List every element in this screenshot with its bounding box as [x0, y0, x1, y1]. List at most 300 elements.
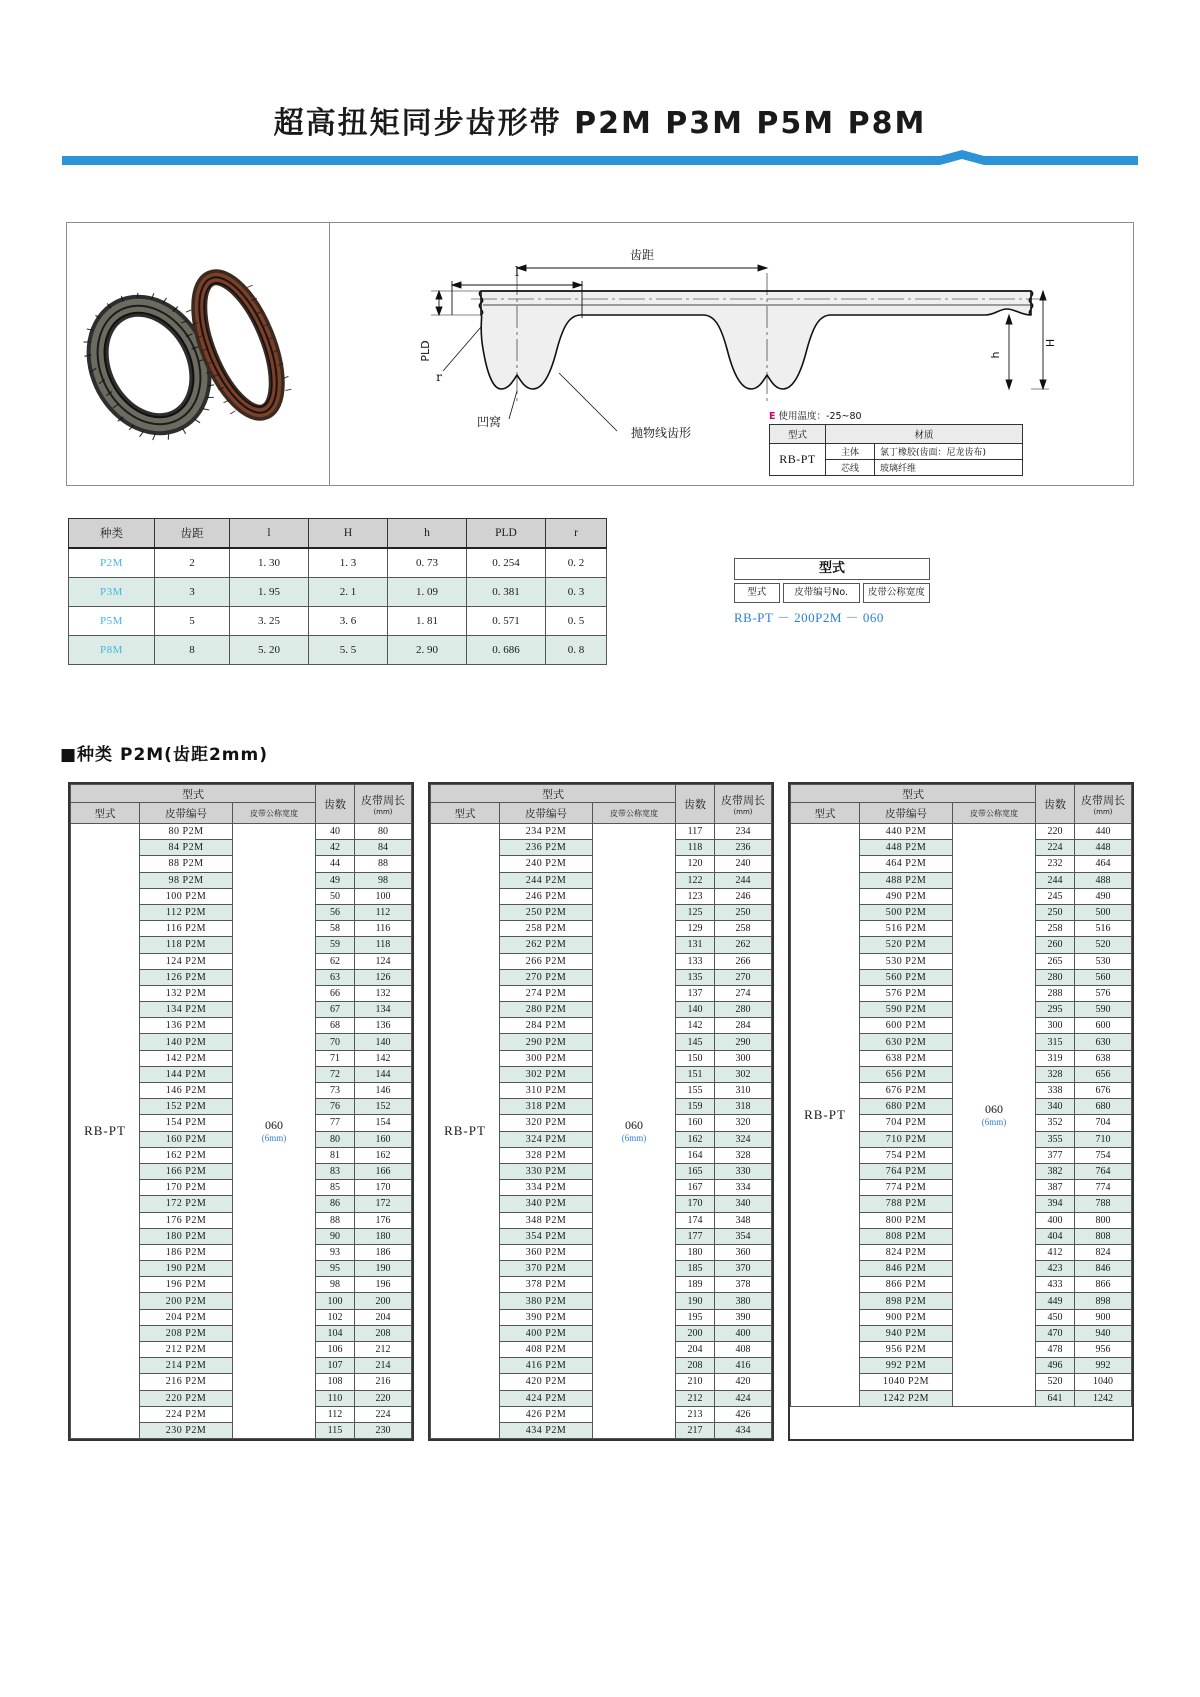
belt-length: 220: [355, 1390, 412, 1406]
belt-length: 162: [355, 1147, 412, 1163]
operating-temperature: [769, 408, 1023, 422]
belt-teeth: 387: [1036, 1180, 1075, 1196]
belt-number: 100 P2M: [140, 888, 233, 904]
belt-number: 440 P2M: [860, 824, 953, 840]
belt-length: 448: [1075, 840, 1132, 856]
belt-number: 266 P2M: [500, 953, 593, 969]
page-title: 超高扭矩同步齿形带 P2M P3M P5M P8M: [273, 106, 927, 141]
spec-kind: P3M: [69, 578, 155, 607]
belt-col-length-unit: (mm): [733, 808, 753, 816]
belt-number: 208 P2M: [140, 1325, 233, 1341]
belt-length: 80: [355, 824, 412, 840]
belt-teeth: 433: [1036, 1277, 1075, 1293]
belt-teeth: 49: [316, 872, 355, 888]
belt-teeth: 125: [676, 904, 715, 920]
diagram-label-pitch: 齿距: [629, 248, 655, 262]
belt-teeth: 56: [316, 904, 355, 920]
belt-number: 520 P2M: [860, 937, 953, 953]
belt-length: 764: [1075, 1163, 1132, 1179]
belt-length: 302: [715, 1066, 772, 1082]
belt-teeth: 213: [676, 1406, 715, 1422]
belt-length: 234: [715, 824, 772, 840]
belt-teeth: 102: [316, 1309, 355, 1325]
belt-length: 530: [1075, 953, 1132, 969]
belt-length: 710: [1075, 1131, 1132, 1147]
belt-number: 774 P2M: [860, 1180, 953, 1196]
belt-length: 754: [1075, 1147, 1132, 1163]
belt-teeth: 377: [1036, 1147, 1075, 1163]
material-part-label: 主体: [825, 444, 874, 460]
belt-teeth: 315: [1036, 1034, 1075, 1050]
belt-length: 516: [1075, 921, 1132, 937]
spec-kind: P2M: [69, 548, 155, 578]
belt-teeth: 340: [1036, 1099, 1075, 1115]
belt-length: 136: [355, 1018, 412, 1034]
table-row: [69, 607, 607, 636]
belt-teeth: 423: [1036, 1261, 1075, 1277]
spec-H: 2. 1: [309, 578, 388, 607]
spec-r: 0. 5: [546, 607, 607, 636]
belt-length: 152: [355, 1099, 412, 1115]
belt-number: 162 P2M: [140, 1147, 233, 1163]
belt-teeth: 164: [676, 1147, 715, 1163]
belt-number: 116 P2M: [140, 921, 233, 937]
belt-col-length: 皮带周长 (mm): [355, 785, 412, 824]
belt-number: 656 P2M: [860, 1066, 953, 1082]
belt-length: 940: [1075, 1325, 1132, 1341]
belt-teeth: 106: [316, 1342, 355, 1358]
belt-teeth: 641: [1036, 1390, 1075, 1406]
spec-H: 1. 3: [309, 548, 388, 578]
belt-number: 240 P2M: [500, 856, 593, 872]
belt-length: 426: [715, 1406, 772, 1422]
belt-number: 956 P2M: [860, 1342, 953, 1358]
belt-number: 270 P2M: [500, 969, 593, 985]
belt-col-type: 型式: [431, 803, 500, 824]
material-part-label: 芯线: [825, 460, 874, 476]
belt-tables-container: [68, 782, 1134, 1441]
belt-width: 060 (6mm): [233, 824, 316, 1439]
belt-number: 1040 P2M: [860, 1374, 953, 1390]
temperature-mark: E: [769, 411, 776, 422]
belt-model: RB-PT: [71, 824, 140, 1439]
title-underline-bar: [62, 150, 1138, 166]
belt-number: 800 P2M: [860, 1212, 953, 1228]
spec-l: 3. 25: [230, 607, 309, 636]
belt-length: 262: [715, 937, 772, 953]
belt-length: 704: [1075, 1115, 1132, 1131]
belt-number: 146 P2M: [140, 1083, 233, 1099]
spec-r: 0. 8: [546, 636, 607, 665]
table-row: [431, 824, 772, 840]
belt-number: 176 P2M: [140, 1212, 233, 1228]
spec-kind: P8M: [69, 636, 155, 665]
belt-teeth: 142: [676, 1018, 715, 1034]
belt-number: 300 P2M: [500, 1050, 593, 1066]
belt-teeth: 260: [1036, 937, 1075, 953]
belt-number: 866 P2M: [860, 1277, 953, 1293]
belt-length: 340: [715, 1196, 772, 1212]
belt-number: 516 P2M: [860, 921, 953, 937]
belt-length: 100: [355, 888, 412, 904]
belt-length: 630: [1075, 1034, 1132, 1050]
belt-teeth: 177: [676, 1228, 715, 1244]
belt-number: 246 P2M: [500, 888, 593, 904]
belt-number: 320 P2M: [500, 1115, 593, 1131]
belt-length: 846: [1075, 1261, 1132, 1277]
belt-teeth: 217: [676, 1422, 715, 1438]
belt-length: 176: [355, 1212, 412, 1228]
belt-teeth: 400: [1036, 1212, 1075, 1228]
belt-number: 900 P2M: [860, 1309, 953, 1325]
belt-length: 956: [1075, 1342, 1132, 1358]
belt-teeth: 355: [1036, 1131, 1075, 1147]
belt-teeth: 265: [1036, 953, 1075, 969]
belt-number: 290 P2M: [500, 1034, 593, 1050]
belt-col-width: 皮带公称宽度: [593, 803, 676, 824]
belt-number: 112 P2M: [140, 904, 233, 920]
product-photo: [71, 227, 325, 483]
belt-teeth: 245: [1036, 888, 1075, 904]
belt-number: 340 P2M: [500, 1196, 593, 1212]
belt-teeth: 131: [676, 937, 715, 953]
belt-model: RB-PT: [431, 824, 500, 1439]
belt-number: 448 P2M: [860, 840, 953, 856]
belt-teeth: 244: [1036, 872, 1075, 888]
belt-length: 800: [1075, 1212, 1132, 1228]
belt-length: 240: [715, 856, 772, 872]
belt-number: 324 P2M: [500, 1131, 593, 1147]
belt-length: 434: [715, 1422, 772, 1438]
belt-number: 220 P2M: [140, 1390, 233, 1406]
material-part-value: 玻璃纤维: [874, 460, 1022, 476]
material-row: [770, 444, 1023, 460]
belt-teeth: 450: [1036, 1309, 1075, 1325]
belt-teeth: 328: [1036, 1066, 1075, 1082]
belt-number: 142 P2M: [140, 1050, 233, 1066]
belt-number: 378 P2M: [500, 1277, 593, 1293]
belt-col-group-type: 型式: [71, 785, 316, 803]
belt-col-length-unit: (mm): [373, 808, 393, 816]
belt-number: 560 P2M: [860, 969, 953, 985]
belt-length: 270: [715, 969, 772, 985]
belt-teeth: 224: [1036, 840, 1075, 856]
belt-col-width: 皮带公称宽度: [233, 803, 316, 824]
model-code-cells: [734, 583, 930, 603]
belt-number: 704 P2M: [860, 1115, 953, 1131]
belt-table-wrapper-2: [428, 782, 774, 1441]
belt-length: 88: [355, 856, 412, 872]
belt-number: 1242 P2M: [860, 1390, 953, 1406]
temperature-text: 使用温度：-25~80: [778, 411, 862, 422]
belt-teeth: 112: [316, 1406, 355, 1422]
belt-number: 170 P2M: [140, 1180, 233, 1196]
belt-length: 1040: [1075, 1374, 1132, 1390]
belt-length: 328: [715, 1147, 772, 1163]
belt-teeth: 40: [316, 824, 355, 840]
belt-number: 154 P2M: [140, 1115, 233, 1131]
belt-table-wrapper-3: [788, 782, 1134, 1441]
belt-teeth: 319: [1036, 1050, 1075, 1066]
belt-teeth: 98: [316, 1277, 355, 1293]
belt-number: 600 P2M: [860, 1018, 953, 1034]
belt-length: 170: [355, 1180, 412, 1196]
belt-teeth: 76: [316, 1099, 355, 1115]
belt-length: 400: [715, 1325, 772, 1341]
spec-pitch: 5: [155, 607, 230, 636]
belt-teeth: 145: [676, 1034, 715, 1050]
belt-length: 290: [715, 1034, 772, 1050]
belt-length: 208: [355, 1325, 412, 1341]
diagram-label-H: H: [1044, 338, 1057, 348]
belt-length: 440: [1075, 824, 1132, 840]
belt-table: [430, 784, 772, 1439]
model-code-legend: [734, 558, 930, 626]
spec-h: 1. 81: [388, 607, 467, 636]
belt-length: 866: [1075, 1277, 1132, 1293]
belt-width: 060 (6mm): [953, 824, 1036, 1407]
spec-pld: 0. 381: [467, 578, 546, 607]
spec-r: 0. 3: [546, 578, 607, 607]
belt-number: 328 P2M: [500, 1147, 593, 1163]
belt-number: 488 P2M: [860, 872, 953, 888]
belt-number: 134 P2M: [140, 1002, 233, 1018]
belt-number: 330 P2M: [500, 1163, 593, 1179]
belt-length: 124: [355, 953, 412, 969]
belt-length: 146: [355, 1083, 412, 1099]
table-row: [69, 548, 607, 578]
spec-l: 1. 95: [230, 578, 309, 607]
belt-number: 144 P2M: [140, 1066, 233, 1082]
belt-teeth: 135: [676, 969, 715, 985]
belt-teeth: 496: [1036, 1358, 1075, 1374]
belt-teeth: 80: [316, 1131, 355, 1147]
belt-header-row-group: [431, 785, 772, 803]
belt-number: 196 P2M: [140, 1277, 233, 1293]
belt-number: 310 P2M: [500, 1083, 593, 1099]
table-row: [791, 824, 1132, 840]
belt-length: 142: [355, 1050, 412, 1066]
belt-number: 88 P2M: [140, 856, 233, 872]
belt-length: 300: [715, 1050, 772, 1066]
belt-col-teeth: 齿数: [1036, 785, 1075, 824]
belt-number: 354 P2M: [500, 1228, 593, 1244]
belt-teeth: 90: [316, 1228, 355, 1244]
belt-teeth: 189: [676, 1277, 715, 1293]
belt-length: 154: [355, 1115, 412, 1131]
belt-number: 846 P2M: [860, 1261, 953, 1277]
belt-teeth: 59: [316, 937, 355, 953]
belt-length: 500: [1075, 904, 1132, 920]
belt-length: 134: [355, 1002, 412, 1018]
belt-number: 186 P2M: [140, 1244, 233, 1260]
material-part-value: 氯丁橡胶(齿面：尼龙齿布): [874, 444, 1022, 460]
model-code-cell-type: 型式: [734, 583, 780, 603]
belt-number: 234 P2M: [500, 824, 593, 840]
belt-number: 638 P2M: [860, 1050, 953, 1066]
belt-number: 152 P2M: [140, 1099, 233, 1115]
belt-teeth: 68: [316, 1018, 355, 1034]
belt-col-number: 皮带编号: [860, 803, 953, 824]
dimension-spec-table: [68, 518, 607, 665]
belt-teeth: 95: [316, 1261, 355, 1277]
spec-pitch: 2: [155, 548, 230, 578]
belt-length: 992: [1075, 1358, 1132, 1374]
belt-length: 318: [715, 1099, 772, 1115]
belt-teeth: 83: [316, 1163, 355, 1179]
material-col-material: 材质: [825, 425, 1022, 444]
diagram-label-pld: PLD: [419, 340, 432, 362]
belt-model: RB-PT: [791, 824, 860, 1407]
belt-teeth: 137: [676, 985, 715, 1001]
belt-number: 244 P2M: [500, 872, 593, 888]
belt-teeth: 104: [316, 1325, 355, 1341]
belt-number: 212 P2M: [140, 1342, 233, 1358]
belt-length: 190: [355, 1261, 412, 1277]
belt-number: 500 P2M: [860, 904, 953, 920]
belt-teeth: 160: [676, 1115, 715, 1131]
model-code-cell-width: 皮带公称宽度: [863, 583, 930, 603]
belt-number: 530 P2M: [860, 953, 953, 969]
belt-length: 200: [355, 1293, 412, 1309]
belt-number: 236 P2M: [500, 840, 593, 856]
belt-teeth: 520: [1036, 1374, 1075, 1390]
table-row: [69, 636, 607, 665]
belt-teeth: 250: [1036, 904, 1075, 920]
belt-length: 266: [715, 953, 772, 969]
belt-number: 408 P2M: [500, 1342, 593, 1358]
belt-teeth: 66: [316, 985, 355, 1001]
belt-length: 808: [1075, 1228, 1132, 1244]
spec-h: 0. 73: [388, 548, 467, 578]
belt-teeth: 195: [676, 1309, 715, 1325]
spec-l: 5. 20: [230, 636, 309, 665]
spec-pld: 0. 686: [467, 636, 546, 665]
belt-header-row-group: [791, 785, 1132, 803]
belt-teeth: 42: [316, 840, 355, 856]
belt-teeth: 258: [1036, 921, 1075, 937]
belt-number: 302 P2M: [500, 1066, 593, 1082]
belt-number: 434 P2M: [500, 1422, 593, 1438]
belt-teeth: 108: [316, 1374, 355, 1390]
belt-number: 98 P2M: [140, 872, 233, 888]
belt-length: 408: [715, 1342, 772, 1358]
belt-number: 490 P2M: [860, 888, 953, 904]
belt-teeth: 70: [316, 1034, 355, 1050]
belt-teeth: 44: [316, 856, 355, 872]
belt-number: 118 P2M: [140, 937, 233, 953]
belt-number: 400 P2M: [500, 1325, 593, 1341]
belt-col-width: 皮带公称宽度: [953, 803, 1036, 824]
belt-number: 992 P2M: [860, 1358, 953, 1374]
belt-number: 788 P2M: [860, 1196, 953, 1212]
material-table: [769, 424, 1023, 476]
belt-teeth: 71: [316, 1050, 355, 1066]
belt-length: 230: [355, 1422, 412, 1438]
belt-teeth: 73: [316, 1083, 355, 1099]
belt-teeth: 190: [676, 1293, 715, 1309]
belt-length: 116: [355, 921, 412, 937]
belt-number: 464 P2M: [860, 856, 953, 872]
panel-divider: [329, 223, 330, 485]
belt-number: 250 P2M: [500, 904, 593, 920]
material-header-row: [770, 425, 1023, 444]
belt-teeth: 88: [316, 1212, 355, 1228]
belt-teeth: 295: [1036, 1002, 1075, 1018]
section-heading: ■种类 P2M(齿距2mm): [60, 745, 268, 765]
belt-length: 132: [355, 985, 412, 1001]
belt-number: 258 P2M: [500, 921, 593, 937]
belt-number: 80 P2M: [140, 824, 233, 840]
belt-teeth: 100: [316, 1293, 355, 1309]
belt-col-type: 型式: [71, 803, 140, 824]
belt-table-wrapper-1: [68, 782, 414, 1441]
spec-H: 3. 6: [309, 607, 388, 636]
belt-length: 214: [355, 1358, 412, 1374]
belt-length: 520: [1075, 937, 1132, 953]
spec-kind: P5M: [69, 607, 155, 636]
belt-number: 230 P2M: [140, 1422, 233, 1438]
model-code-cell-number: 皮带编号No.: [783, 583, 860, 603]
belt-length: 320: [715, 1115, 772, 1131]
belt-teeth: 155: [676, 1083, 715, 1099]
belt-length: 140: [355, 1034, 412, 1050]
belt-number: 172 P2M: [140, 1196, 233, 1212]
belt-teeth: 140: [676, 1002, 715, 1018]
belt-teeth: 67: [316, 1002, 355, 1018]
belt-number: 124 P2M: [140, 953, 233, 969]
belt-length: 144: [355, 1066, 412, 1082]
belt-number: 630 P2M: [860, 1034, 953, 1050]
belt-number: 808 P2M: [860, 1228, 953, 1244]
belt-teeth: 151: [676, 1066, 715, 1082]
spec-pitch: 3: [155, 578, 230, 607]
belt-number: 676 P2M: [860, 1083, 953, 1099]
belt-length: 824: [1075, 1244, 1132, 1260]
belt-teeth: 107: [316, 1358, 355, 1374]
belt-teeth: 288: [1036, 985, 1075, 1001]
belt-length: 788: [1075, 1196, 1132, 1212]
belt-number: 84 P2M: [140, 840, 233, 856]
belt-col-type: 型式: [791, 803, 860, 824]
belt-length: 576: [1075, 985, 1132, 1001]
belt-length: 204: [355, 1309, 412, 1325]
belt-length: 98: [355, 872, 412, 888]
belt-teeth: 210: [676, 1374, 715, 1390]
belt-length: 84: [355, 840, 412, 856]
belt-teeth: 81: [316, 1147, 355, 1163]
belt-length: 656: [1075, 1066, 1132, 1082]
belt-length: 166: [355, 1163, 412, 1179]
belt-length: 280: [715, 1002, 772, 1018]
belt-length: 186: [355, 1244, 412, 1260]
belt-number: 348 P2M: [500, 1212, 593, 1228]
belt-length: 354: [715, 1228, 772, 1244]
belt-number: 424 P2M: [500, 1390, 593, 1406]
belt-col-group-type: 型式: [431, 785, 676, 803]
belt-length: 246: [715, 888, 772, 904]
bar-segment-left: [62, 156, 902, 165]
spec-col-pitch: 齿距: [155, 519, 230, 549]
belt-length: 160: [355, 1131, 412, 1147]
diagram-label-parabolic: 抛物线齿形: [630, 426, 692, 440]
belt-teeth: 394: [1036, 1196, 1075, 1212]
belt-teeth: 170: [676, 1196, 715, 1212]
belt-length: 118: [355, 937, 412, 953]
belt-number: 824 P2M: [860, 1244, 953, 1260]
model-code-title: 型式: [734, 558, 930, 580]
belt-length: 424: [715, 1390, 772, 1406]
